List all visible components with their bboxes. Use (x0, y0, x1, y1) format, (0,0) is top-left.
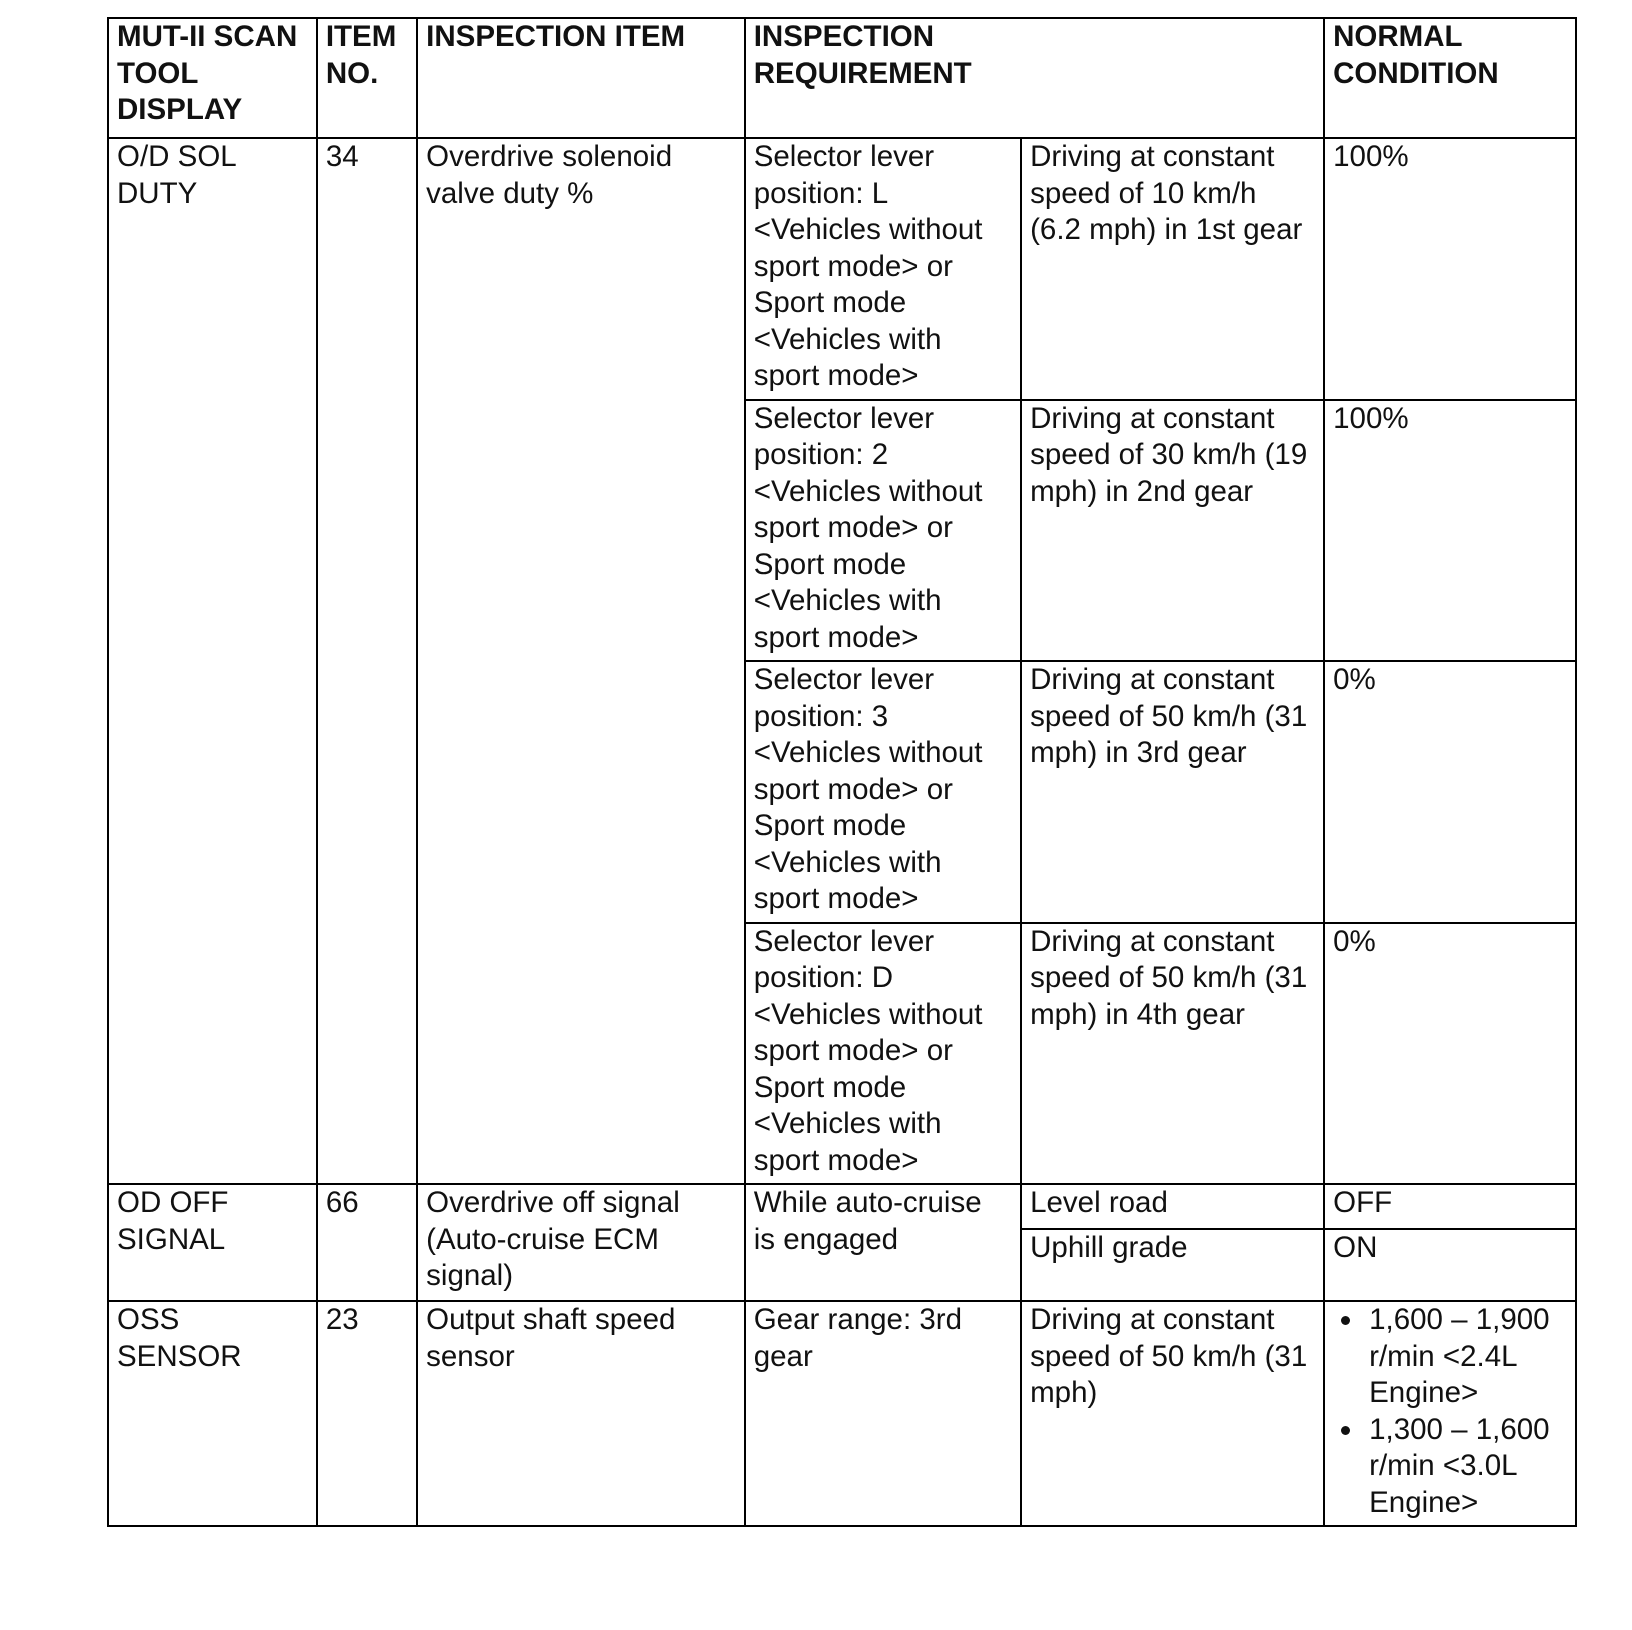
od-off-display: OD OFF SIGNAL (108, 1184, 317, 1301)
normal-cell: 0% (1324, 661, 1576, 923)
oss-condition: Driving at constant speed of 50 km/h (31 mph) (1021, 1301, 1324, 1526)
condition-cell: Driving at constant speed of 10 km/h (6.2 mph) in 1st gear (1021, 138, 1324, 400)
oss-requirement: Gear range: 3rd gear (745, 1301, 1021, 1526)
oss-item: Output shaft speed sensor (417, 1301, 745, 1526)
header-display: MUT-II SCAN TOOL DISPLAY (108, 18, 317, 138)
od-off-requirement: While auto-cruise is engaged (745, 1184, 1021, 1301)
table-row (108, 1184, 1576, 1229)
header-inspection-requirement: INSPECTION REQUIREMENT (745, 18, 1324, 138)
normal-cell: ON (1324, 1229, 1576, 1301)
condition-cell: Driving at constant speed of 50 km/h (31 mph) in 3rd gear (1021, 661, 1324, 923)
od-sol-display: O/D SOL DUTY (108, 138, 317, 1184)
normal-cell: 100% (1324, 138, 1576, 400)
table-row (108, 138, 1576, 400)
requirement-cell: Selector lever position: 2 <Vehicles without sport mode> or Sport mode <Vehicles with sport mode> (745, 400, 1021, 662)
oss-normal (1324, 1301, 1576, 1526)
od-sol-item-no: 34 (317, 138, 417, 1184)
header-inspection-item: INSPECTION ITEM (417, 18, 745, 138)
od-off-item: Overdrive off signal (Auto-cruise ECM signal) (417, 1184, 745, 1301)
header-item-no: ITEM NO. (317, 18, 417, 138)
normal-cell: 100% (1324, 400, 1576, 662)
condition-cell: Level road (1021, 1184, 1324, 1229)
header-row (108, 18, 1576, 138)
normal-cell: OFF (1324, 1184, 1576, 1229)
header-normal-condition: NORMAL CONDITION (1324, 18, 1576, 138)
table-row (108, 1301, 1576, 1526)
od-sol-item: Overdrive solenoid valve duty % (417, 138, 745, 1184)
normal-cell: 0% (1324, 923, 1576, 1185)
oss-item-no: 23 (317, 1301, 417, 1526)
requirement-cell: Selector lever position: 3 <Vehicles without sport mode> or Sport mode <Vehicles with sport mode> (745, 661, 1021, 923)
requirement-cell: Selector lever position: D <Vehicles without sport mode> or Sport mode <Vehicles with sport mode> (745, 923, 1021, 1185)
oss-display: OSS SENSOR (108, 1301, 317, 1526)
list-item: • 1,600 – 1,900 r/min <2.4L Engine> (1365, 1302, 1567, 1412)
requirement-cell: Selector lever position: L <Vehicles without sport mode> or Sport mode <Vehicles with sport mode> (745, 138, 1021, 400)
condition-cell: Driving at constant speed of 50 km/h (31 mph) in 4th gear (1021, 923, 1324, 1185)
condition-cell: Uphill grade (1021, 1229, 1324, 1301)
list-item: • 1,300 – 1,600 r/min <3.0L Engine> (1365, 1412, 1567, 1522)
od-off-item-no: 66 (317, 1184, 417, 1301)
inspection-table (107, 17, 1577, 1527)
oss-normal-list (1333, 1302, 1567, 1521)
condition-cell: Driving at constant speed of 30 km/h (19 mph) in 2nd gear (1021, 400, 1324, 662)
